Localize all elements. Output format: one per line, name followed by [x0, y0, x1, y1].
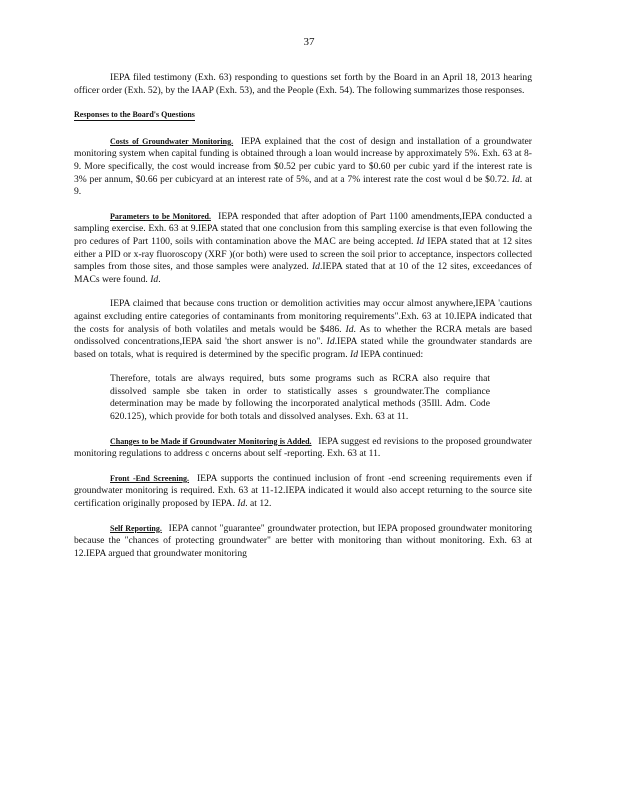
claimed-text-3: .IEPA stated while the groundwater standards are based on totals, what is required is determined by the specific program. [74, 336, 532, 360]
changes-text: IEPA suggest ed revisions to the proposed groundwater monitoring regulations to address c oncerns about self -reporting. Exh. 63 at 11. [74, 435, 532, 460]
frontend-paragraph [74, 473, 532, 511]
parameters-heading: Parameters to be Monitored. [110, 211, 211, 221]
claimed-text-4: IEPA continued: [360, 348, 424, 360]
costs-paragraph [74, 136, 532, 199]
parameters-text-1: IEPA responded that after adoption of Part 1100 amendments,IEPA conducted a sampling exercise. Exh. 63 at 9.IEPA stated that one conclusion from this sampling exercise is that even following the pro cedures of Part 1100, soils with contamination above the MAC are being accepted. [74, 210, 532, 247]
parameters-text-2: IEPA stated that at 12 sites either a PID or x-ray fluoroscopy (XRF )(or both) were used to screen the soil prior to acceptance, inspectors collected samples from those sites, and those samples were analyzed. [74, 235, 532, 273]
self-reporting-paragraph [74, 523, 532, 561]
document-body [74, 72, 532, 572]
claimed-paragraph [74, 298, 532, 361]
self-reporting-heading: Self Reporting. [110, 523, 162, 533]
frontend-text: IEPA supports the continued inclusion of front -end screening requirements even if groundwater monitoring is required. Exh. 63 at 11-12.IEPA indicated it would also accept returning to the source site certification originally proposed by IEPA. [74, 472, 533, 510]
costs-tail: . at 9. [74, 173, 532, 198]
costs-text: IEPA explained that the cost of design and installation of a groundwater monitoring system when capital funding is obtained through a loan would increase by approximately 5%. Exh. 63 at 8-9. More specifically, the cost would increase from $0.52 per cubic yard to $0.60 per cubic yard if the interest rate is 3% per annum, $0.66 per cubicyard at an interest rate of 5%, and at a 7% interest rate the cost woul d be $0.72. [74, 135, 532, 185]
frontend-tail: . at 12. [245, 498, 272, 510]
parameters-id-ref-1: Id [416, 235, 425, 247]
page-number: 37 [303, 36, 315, 48]
parameters-id-ref-2: Id [311, 261, 320, 273]
claimed-id-ref-3: Id [350, 348, 359, 360]
claimed-text-1: IEPA claimed that because cons truction or demolition activities may occur almost anywhere,IEPA 'cautions against excluding entire categories of contaminants from monitoring requirements".Exh. 63 at 10.IEPA indicated that the costs for analysis of both volatiles and metals would be $486. [74, 298, 532, 335]
changes-heading: Changes to be Made if Groundwater Monitoring is Added. [110, 436, 312, 446]
frontend-id-ref: Id [237, 498, 246, 510]
changes-paragraph [74, 436, 532, 461]
claimed-id-ref-1: Id [345, 323, 354, 335]
claimed-text-2: . As to whether the RCRA metals are based ondissolved concentrations,IEPA said 'the short answer is no". [74, 323, 532, 348]
parameters-text-3: .IEPA stated that at 10 of the 12 sites, exceedances of MACs were found. [74, 261, 532, 285]
parameters-id-ref-3: Id [150, 273, 159, 285]
intro-paragraph: IEPA filed testimony (Exh. 63) responding to questions set forth by the Board in an April 18, 2013 hearing officer order (Exh. 52), by the IAAP (Exh. 53), and the People (Exh. 54). The following summarizes those responses. [74, 72, 532, 96]
costs-heading: Costs of Groundwater Monitoring. [110, 136, 234, 146]
parameters-paragraph [74, 211, 532, 287]
parameters-tail: . [158, 273, 161, 285]
section-heading-text: Responses to the Board's Questions [74, 110, 195, 120]
claimed-id-ref-2: Id [326, 336, 335, 348]
costs-id-ref: Id [511, 173, 520, 185]
frontend-heading: Front -End Screening. [110, 473, 190, 483]
self-reporting-text: IEPA cannot "guarantee" groundwater protection, but IEPA proposed groundwater monitoring because the "chances of protecting groundwater" are better with monitoring than without monitoring. Exh. 63 at 12.IEPA argued that groundwater monitoring [74, 522, 532, 559]
section-heading [74, 109, 532, 122]
block-quote: Therefore, totals are always required, buts some programs such as RCRA also require that dissolved sample sbe taken in order to statistically asses s groundwater.The compliance determination may be made by following the incorporated analytical methods (35Ill. Adm. Code 620.125), which provide for both totals and dissolved analyses. Exh. 63 at 11. [110, 373, 490, 423]
